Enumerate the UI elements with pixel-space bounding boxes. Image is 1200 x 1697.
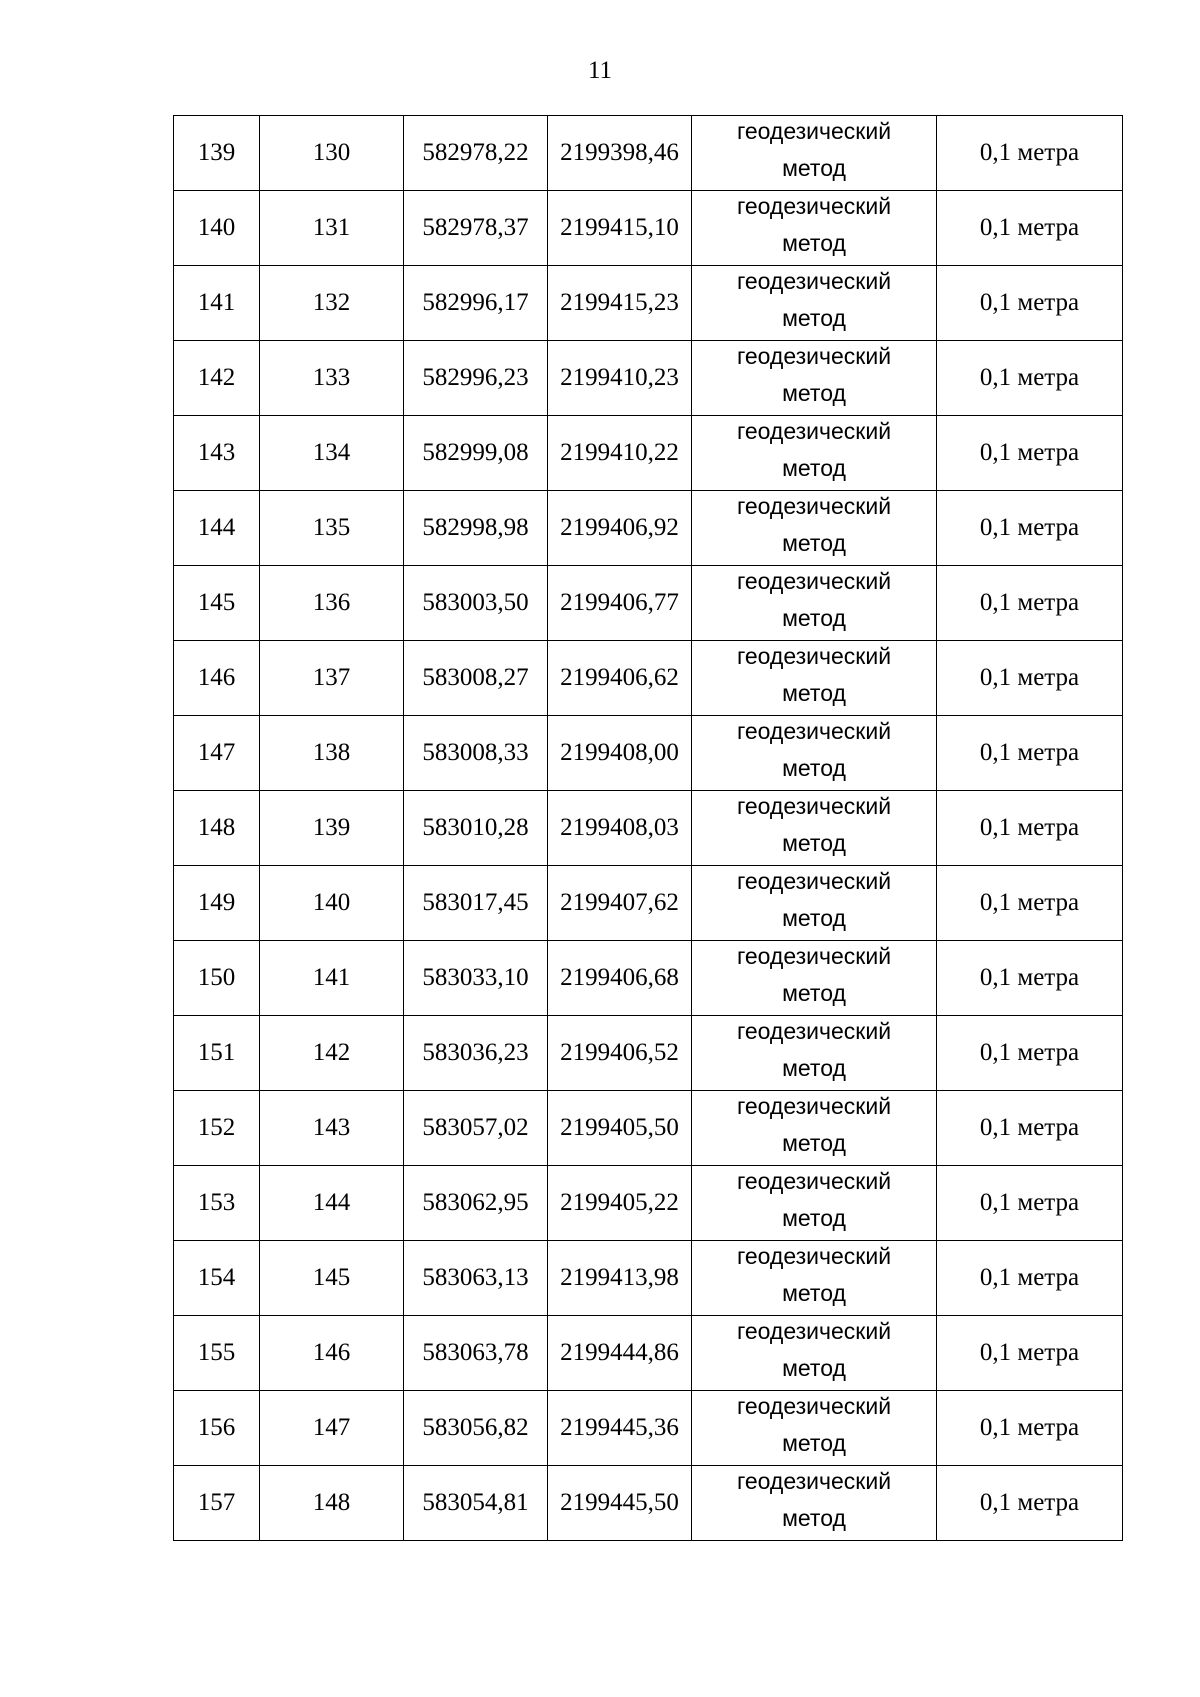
method-line-2: метод: [782, 1430, 846, 1456]
y-coordinate-cell: 2199406,62: [548, 641, 692, 716]
method-line-1: геодезический: [736, 343, 892, 369]
row-number-cell: 142: [174, 341, 260, 416]
y-coordinate-cell: 2199398,46: [548, 116, 692, 191]
y-coordinate-cell: 2199406,68: [548, 941, 692, 1016]
method-cell: [692, 716, 937, 791]
table-row: [174, 191, 1123, 266]
coordinates-table: [173, 115, 1123, 1541]
table-row: [174, 1391, 1123, 1466]
table-row: [174, 491, 1123, 566]
method-line-1: геодезический: [736, 1468, 892, 1494]
x-coordinate-cell: 583010,28: [404, 791, 548, 866]
method-cell: [692, 641, 937, 716]
y-coordinate-cell: 2199410,22: [548, 416, 692, 491]
row-number-cell: 147: [174, 716, 260, 791]
method-line-2: метод: [782, 755, 846, 781]
method-line-2: метод: [782, 530, 846, 556]
method-cell: [692, 116, 937, 191]
method-line-2: метод: [782, 455, 846, 481]
method-line-1: геодезический: [736, 643, 892, 669]
method-cell: [692, 266, 937, 341]
x-coordinate-cell: 583003,50: [404, 566, 548, 641]
method-cell: [692, 416, 937, 491]
x-coordinate-cell: 582978,22: [404, 116, 548, 191]
x-coordinate-cell: 583017,45: [404, 866, 548, 941]
table-row: [174, 866, 1123, 941]
method-line-1: геодезический: [736, 1093, 892, 1119]
point-number-cell: 136: [260, 566, 404, 641]
row-number-cell: 148: [174, 791, 260, 866]
method-line-1: геодезический: [736, 568, 892, 594]
point-number-cell: 148: [260, 1466, 404, 1541]
y-coordinate-cell: 2199406,92: [548, 491, 692, 566]
method-cell: [692, 791, 937, 866]
y-coordinate-cell: 2199406,52: [548, 1016, 692, 1091]
method-cell: [692, 1391, 937, 1466]
x-coordinate-cell: 583054,81: [404, 1466, 548, 1541]
point-number-cell: 138: [260, 716, 404, 791]
x-coordinate-cell: 583008,27: [404, 641, 548, 716]
method-cell: [692, 1016, 937, 1091]
table-row: [174, 1166, 1123, 1241]
accuracy-cell: 0,1 метра: [937, 791, 1123, 866]
x-coordinate-cell: 583057,02: [404, 1091, 548, 1166]
y-coordinate-cell: 2199406,77: [548, 566, 692, 641]
accuracy-cell: 0,1 метра: [937, 941, 1123, 1016]
method-line-1: геодезический: [736, 268, 892, 294]
y-coordinate-cell: 2199445,50: [548, 1466, 692, 1541]
method-line-1: геодезический: [736, 868, 892, 894]
method-line-1: геодезический: [736, 1243, 892, 1269]
accuracy-cell: 0,1 метра: [937, 341, 1123, 416]
accuracy-cell: 0,1 метра: [937, 641, 1123, 716]
table-row: [174, 941, 1123, 1016]
point-number-cell: 137: [260, 641, 404, 716]
method-cell: [692, 1091, 937, 1166]
method-line-2: метод: [782, 830, 846, 856]
method-line-2: метод: [782, 1505, 846, 1531]
y-coordinate-cell: 2199408,03: [548, 791, 692, 866]
table-row: [174, 1241, 1123, 1316]
x-coordinate-cell: 582996,23: [404, 341, 548, 416]
accuracy-cell: 0,1 метра: [937, 491, 1123, 566]
point-number-cell: 133: [260, 341, 404, 416]
table-body: [174, 116, 1123, 1541]
method-line-2: метод: [782, 305, 846, 331]
y-coordinate-cell: 2199407,62: [548, 866, 692, 941]
row-number-cell: 153: [174, 1166, 260, 1241]
method-line-1: геодезический: [736, 193, 892, 219]
table-row: [174, 791, 1123, 866]
point-number-cell: 132: [260, 266, 404, 341]
method-line-2: метод: [782, 1280, 846, 1306]
row-number-cell: 152: [174, 1091, 260, 1166]
x-coordinate-cell: 583063,13: [404, 1241, 548, 1316]
accuracy-cell: 0,1 метра: [937, 1016, 1123, 1091]
method-cell: [692, 1166, 937, 1241]
method-line-2: метод: [782, 980, 846, 1006]
x-coordinate-cell: 582999,08: [404, 416, 548, 491]
x-coordinate-cell: 582996,17: [404, 266, 548, 341]
point-number-cell: 146: [260, 1316, 404, 1391]
accuracy-cell: 0,1 метра: [937, 1316, 1123, 1391]
method-line-2: метод: [782, 605, 846, 631]
y-coordinate-cell: 2199408,00: [548, 716, 692, 791]
point-number-cell: 139: [260, 791, 404, 866]
method-line-2: метод: [782, 905, 846, 931]
point-number-cell: 145: [260, 1241, 404, 1316]
point-number-cell: 140: [260, 866, 404, 941]
table-row: [174, 1466, 1123, 1541]
row-number-cell: 156: [174, 1391, 260, 1466]
method-line-1: геодезический: [736, 493, 892, 519]
accuracy-cell: 0,1 метра: [937, 716, 1123, 791]
row-number-cell: 145: [174, 566, 260, 641]
table-row: [174, 116, 1123, 191]
method-line-2: метод: [782, 1355, 846, 1381]
table-row: [174, 566, 1123, 641]
row-number-cell: 155: [174, 1316, 260, 1391]
table-row: [174, 641, 1123, 716]
method-line-1: геодезический: [736, 943, 892, 969]
accuracy-cell: 0,1 метра: [937, 416, 1123, 491]
method-line-1: геодезический: [736, 118, 892, 144]
row-number-cell: 139: [174, 116, 260, 191]
point-number-cell: 130: [260, 116, 404, 191]
accuracy-cell: 0,1 метра: [937, 266, 1123, 341]
table-row: [174, 1091, 1123, 1166]
point-number-cell: 141: [260, 941, 404, 1016]
y-coordinate-cell: 2199413,98: [548, 1241, 692, 1316]
y-coordinate-cell: 2199445,36: [548, 1391, 692, 1466]
method-cell: [692, 491, 937, 566]
table-row: [174, 266, 1123, 341]
page-number: 11: [587, 57, 613, 84]
method-cell: [692, 941, 937, 1016]
method-line-1: геодезический: [736, 1393, 892, 1419]
point-number-cell: 135: [260, 491, 404, 566]
accuracy-cell: 0,1 метра: [937, 116, 1123, 191]
method-line-1: геодезический: [736, 1318, 892, 1344]
accuracy-cell: 0,1 метра: [937, 191, 1123, 266]
method-line-1: геодезический: [736, 718, 892, 744]
point-number-cell: 134: [260, 416, 404, 491]
x-coordinate-cell: 583036,23: [404, 1016, 548, 1091]
x-coordinate-cell: 582978,37: [404, 191, 548, 266]
row-number-cell: 150: [174, 941, 260, 1016]
row-number-cell: 143: [174, 416, 260, 491]
x-coordinate-cell: 583063,78: [404, 1316, 548, 1391]
point-number-cell: 131: [260, 191, 404, 266]
point-number-cell: 142: [260, 1016, 404, 1091]
table-row: [174, 1016, 1123, 1091]
accuracy-cell: 0,1 метра: [937, 1091, 1123, 1166]
point-number-cell: 143: [260, 1091, 404, 1166]
y-coordinate-cell: 2199415,10: [548, 191, 692, 266]
method-cell: [692, 566, 937, 641]
row-number-cell: 146: [174, 641, 260, 716]
method-line-1: геодезический: [736, 793, 892, 819]
accuracy-cell: 0,1 метра: [937, 1241, 1123, 1316]
row-number-cell: 151: [174, 1016, 260, 1091]
accuracy-cell: 0,1 метра: [937, 866, 1123, 941]
table-row: [174, 1316, 1123, 1391]
point-number-cell: 144: [260, 1166, 404, 1241]
method-cell: [692, 1316, 937, 1391]
accuracy-cell: 0,1 метра: [937, 1466, 1123, 1541]
row-number-cell: 144: [174, 491, 260, 566]
table-row: [174, 416, 1123, 491]
y-coordinate-cell: 2199405,22: [548, 1166, 692, 1241]
y-coordinate-cell: 2199405,50: [548, 1091, 692, 1166]
method-line-2: метод: [782, 155, 846, 181]
x-coordinate-cell: 583056,82: [404, 1391, 548, 1466]
x-coordinate-cell: 582998,98: [404, 491, 548, 566]
accuracy-cell: 0,1 метра: [937, 566, 1123, 641]
y-coordinate-cell: 2199415,23: [548, 266, 692, 341]
y-coordinate-cell: 2199410,23: [548, 341, 692, 416]
method-line-1: геодезический: [736, 1168, 892, 1194]
row-number-cell: 140: [174, 191, 260, 266]
table-row: [174, 716, 1123, 791]
row-number-cell: 154: [174, 1241, 260, 1316]
method-cell: [692, 1466, 937, 1541]
table-row: [174, 341, 1123, 416]
row-number-cell: 141: [174, 266, 260, 341]
method-cell: [692, 1241, 937, 1316]
method-line-1: геодезический: [736, 1018, 892, 1044]
x-coordinate-cell: 583008,33: [404, 716, 548, 791]
row-number-cell: 157: [174, 1466, 260, 1541]
method-line-2: метод: [782, 680, 846, 706]
method-line-2: метод: [782, 1205, 846, 1231]
method-cell: [692, 341, 937, 416]
x-coordinate-cell: 583062,95: [404, 1166, 548, 1241]
method-line-2: метод: [782, 1130, 846, 1156]
x-coordinate-cell: 583033,10: [404, 941, 548, 1016]
y-coordinate-cell: 2199444,86: [548, 1316, 692, 1391]
method-line-2: метод: [782, 230, 846, 256]
method-line-2: метод: [782, 1055, 846, 1081]
row-number-cell: 149: [174, 866, 260, 941]
method-line-1: геодезический: [736, 418, 892, 444]
point-number-cell: 147: [260, 1391, 404, 1466]
method-cell: [692, 866, 937, 941]
method-cell: [692, 191, 937, 266]
accuracy-cell: 0,1 метра: [937, 1166, 1123, 1241]
method-line-2: метод: [782, 380, 846, 406]
accuracy-cell: 0,1 метра: [937, 1391, 1123, 1466]
